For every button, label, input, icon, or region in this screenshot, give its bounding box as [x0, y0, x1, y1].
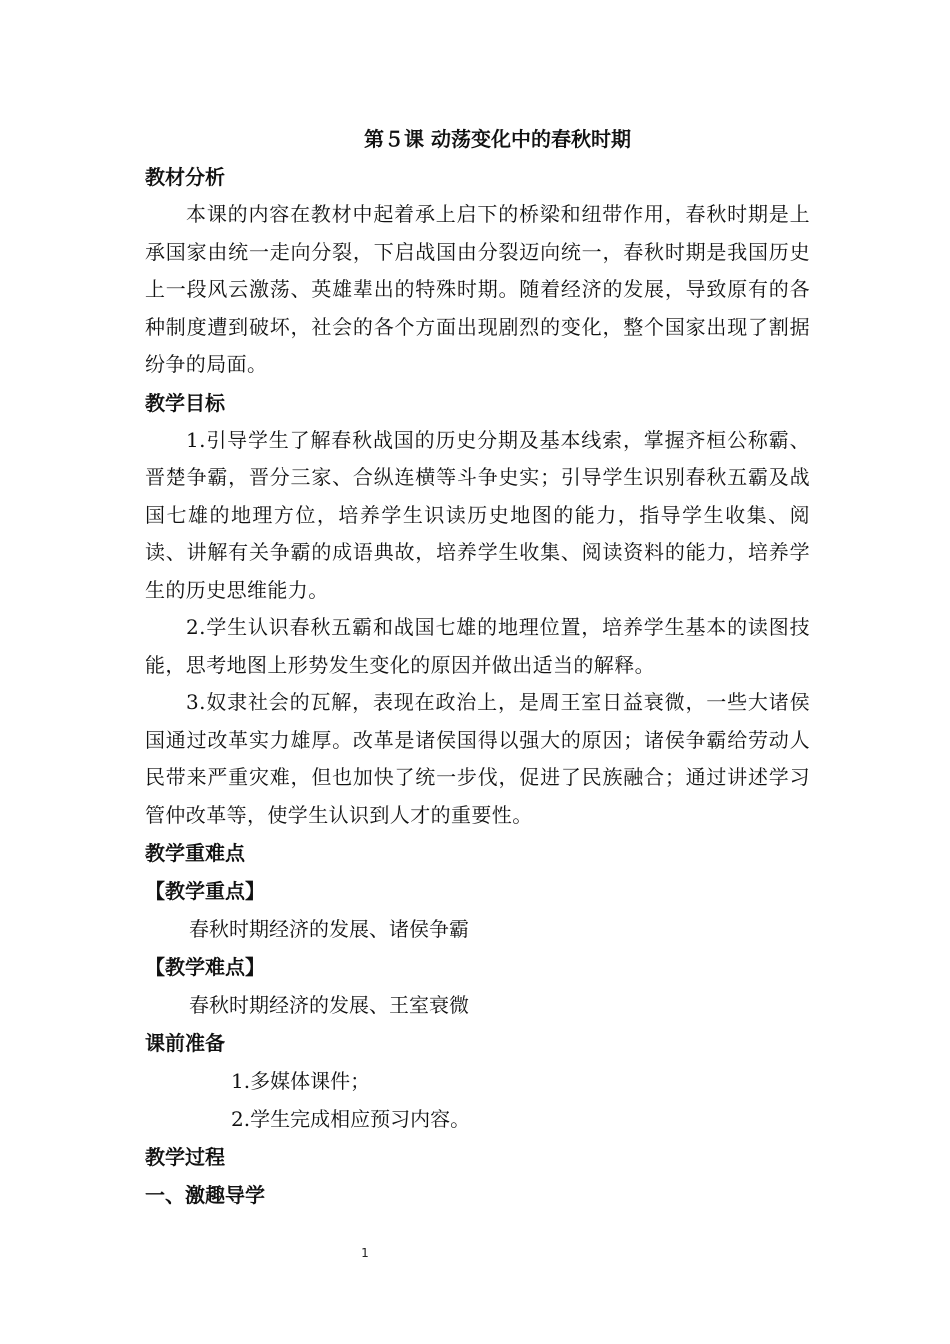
objective-item-3: 3.奴隶社会的瓦解，表现在政治上，是周王室日益衰微，一些大诸侯国通过改革实力雄厚。改革是诸侯国得以强大的原因；诸侯争霸给劳动人民带来严重灾难，但也加快了统一步伐，促进了民族融合；通过讲述学习管仲改革等，使学生认识到人才的重要性。 [145, 690, 810, 827]
document-body [145, 120, 810, 1214]
heading-objectives: 教学目标 [145, 390, 225, 415]
difficulty-text: 春秋时期经济的发展、王室衰微 [189, 993, 469, 1017]
objective-item-2: 2.学生认识春秋五霸和战国七雄的地理位置，培养学生基本的读图技能，思考地图上形势发生变化的原因并做出适当的解释。 [145, 615, 810, 677]
page-title: 第５课 动荡变化中的春秋时期 [364, 127, 631, 151]
heading-key-points: 教学重难点 [145, 841, 245, 865]
heading-process: 教学过程 [145, 1145, 225, 1169]
focus-label: 【教学重点】 [145, 879, 265, 903]
focus-text: 春秋时期经济的发展、诸侯争霸 [189, 917, 469, 941]
sub-heading-intro: 一、激趣导学 [145, 1183, 265, 1207]
analysis-paragraph: 本课的内容在教材中起着承上启下的桥梁和纽带作用，春秋时期是上承国家由统一走向分裂，下启战国由分裂迈向统一，春秋时期是我国历史上一段风云激荡、英雄辈出的特殊时期。随着经济的发展，导致原有的各种制度遭到破坏，社会的各个方面出现剧烈的变化，整个国家出现了割据纷争的局面。 [145, 202, 810, 376]
difficulty-label: 【教学难点】 [145, 955, 265, 979]
objective-item-1: 1.引导学生了解春秋战国的历史分期及基本线索，掌握齐桓公称霸、晋楚争霸，晋分三家、合纵连横等斗争史实；引导学生识别春秋五霸及战国七雄的地理方位，培养学生识读历史地图的能力，指导学生收集、阅读、讲解有关争霸的成语典故，培养学生收集、阅读资料的能力，培养学生的历史思维能力。 [145, 427, 810, 602]
preparation-item-2: 2.学生完成相应预习内容。 [231, 1107, 471, 1131]
page-number: 1 [361, 1246, 369, 1260]
heading-preparation: 课前准备 [145, 1031, 225, 1055]
heading-analysis: 教材分析 [145, 165, 225, 189]
preparation-item-1: 1.多媒体课件； [231, 1069, 371, 1093]
